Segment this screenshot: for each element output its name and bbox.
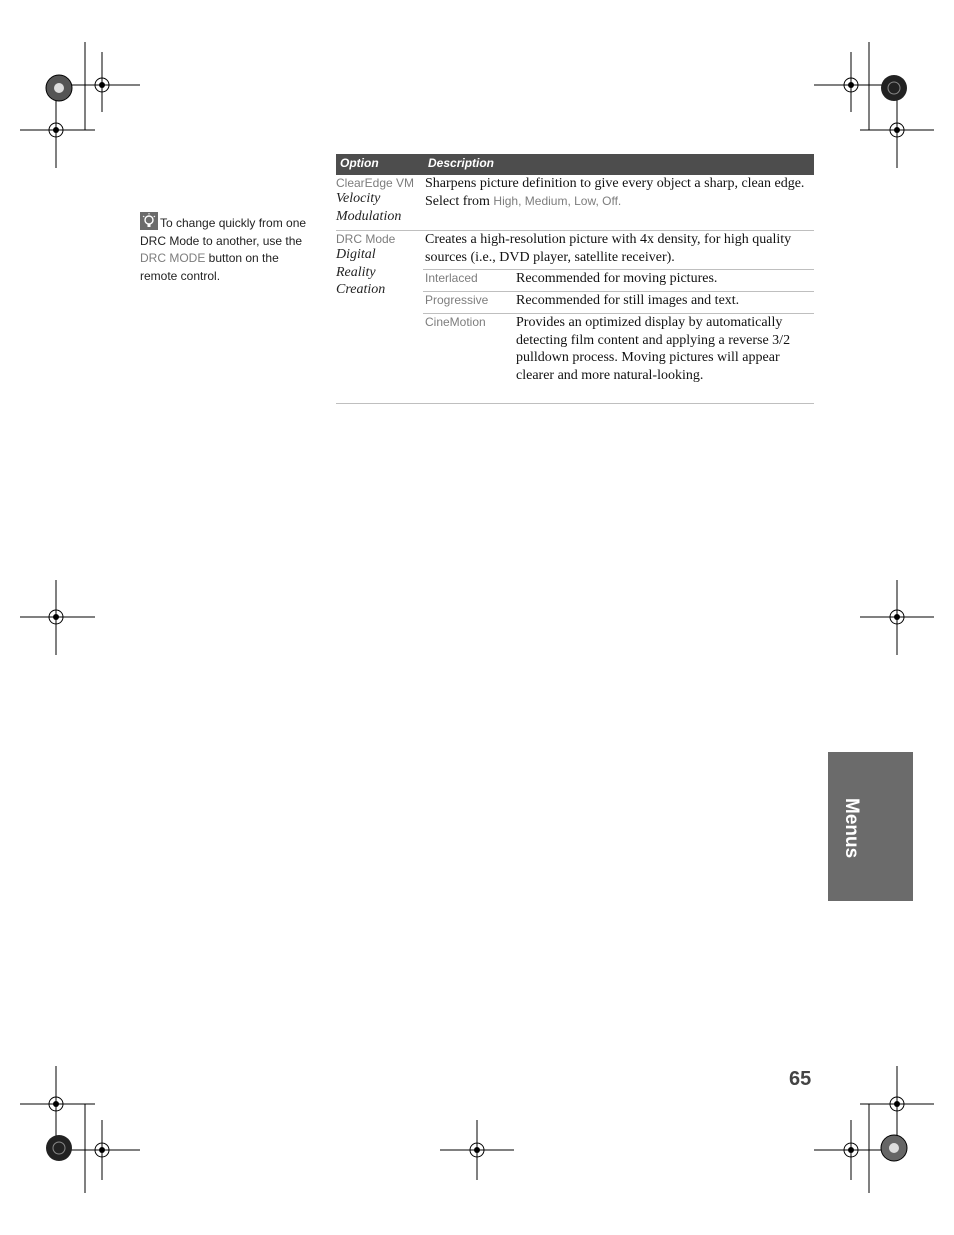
header-option: Option bbox=[340, 156, 379, 170]
cleardge-option-cell bbox=[336, 176, 421, 225]
interlaced-desc: Recommended for moving pictures. bbox=[516, 271, 718, 286]
options-table bbox=[336, 154, 814, 383]
drc-subtitle-2: Reality bbox=[336, 264, 376, 280]
drc-description: Creates a high-resolution picture with 4x density, for high quality sources (i.e., DVD player, satellite receiver). bbox=[425, 232, 792, 265]
cinemotion-desc: Provides an optimized display by automatically detecting film content and applying a reverse 3/2 pulldown process. Moving pictures will appear clearer and more natural-looking. bbox=[516, 315, 791, 383]
header-description: Description bbox=[428, 156, 495, 170]
cleardge-desc-text: Sharpens picture definition to give every object a sharp, clean edge. Select from bbox=[425, 176, 805, 209]
cinemotion-option: CineMotion bbox=[425, 315, 486, 329]
cleardge-description bbox=[425, 175, 811, 210]
progressive-option: Progressive bbox=[425, 293, 489, 307]
table-bottom-rule bbox=[336, 403, 814, 404]
cleardge-subtitle-2: Modulation bbox=[336, 208, 402, 224]
drc-subtitle-1: Digital bbox=[336, 247, 376, 262]
drc-subtitle-3: Creation bbox=[336, 282, 386, 297]
progressive-desc: Recommended for still images and text. bbox=[516, 293, 740, 308]
page-number: 65 bbox=[789, 1068, 812, 1090]
section-tab bbox=[828, 752, 913, 901]
tip-note bbox=[140, 212, 316, 285]
section-tab-label: Menus bbox=[841, 798, 862, 859]
cleardge-option: ClearEdge VM bbox=[336, 176, 415, 190]
cleardge-subtitle-1: Velocity bbox=[336, 191, 381, 206]
tip-button-name: DRC MODE bbox=[140, 251, 206, 265]
tip-text-before: To change quickly from one DRC Mode to another, use the bbox=[140, 216, 307, 248]
tip-text-after: button on the remote control. bbox=[140, 251, 279, 283]
drc-option-cell bbox=[336, 232, 421, 299]
table-header bbox=[336, 154, 814, 175]
cleardge-desc-values: High, Medium, Low, Off. bbox=[493, 193, 622, 208]
interlaced-option: Interlaced bbox=[425, 271, 478, 285]
lightbulb-icon bbox=[140, 212, 158, 230]
drc-option: DRC Mode bbox=[336, 232, 396, 246]
